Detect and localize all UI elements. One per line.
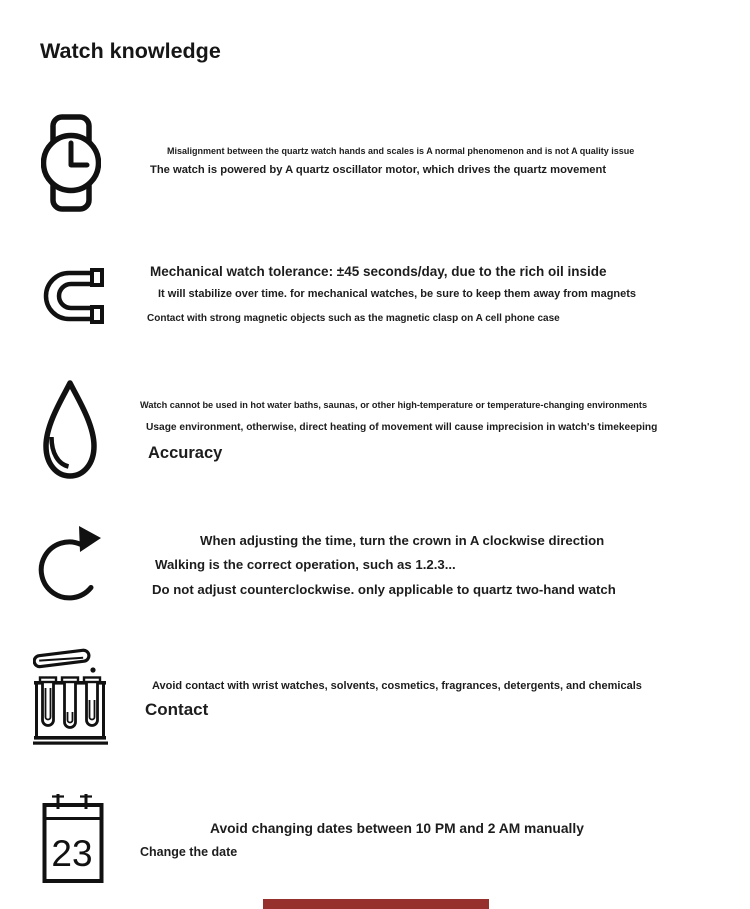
magnet-icon xyxy=(39,268,105,324)
section-text: Do not adjust counterclockwise. only applicable to quartz two-hand watch xyxy=(152,582,616,597)
section-heading: Accuracy xyxy=(148,444,223,462)
section-text: The watch is powered by A quartz oscillator motor, which drives the quartz movement xyxy=(150,164,607,176)
section-text: Usage environment, otherwise, direct heating of movement will cause imprecision in watch's timekeeping xyxy=(146,422,658,433)
section-text: Contact with strong magnetic objects such as the magnetic clasp on A cell phone case xyxy=(147,313,560,324)
clockwise-arrow-icon xyxy=(37,524,105,608)
section-text: Mechanical watch tolerance: ±45 seconds/day, due to the rich oil inside xyxy=(150,264,607,279)
water-drop-icon xyxy=(39,379,101,481)
section-text: Change the date xyxy=(140,845,238,859)
section-text: When adjusting the time, turn the crown in A clockwise direction xyxy=(200,533,605,548)
section-heading: Contact xyxy=(145,700,209,719)
page-title: Watch knowledge xyxy=(40,39,221,63)
watch-icon xyxy=(41,114,101,212)
section-text: Walking is the correct operation, such as 1.2.3... xyxy=(155,557,456,572)
section-text: Avoid contact with wrist watches, solvents, cosmetics, fragrances, detergents, and chemicals xyxy=(152,680,642,692)
section-text: Misalignment between the quartz watch hands and scales is A normal phenomenon and is not A quality issue xyxy=(167,146,635,156)
section-text: Watch cannot be used in hot water baths, saunas, or other high-temperature or temperature-changing environments xyxy=(140,400,648,410)
section-text: It will stabilize over time. for mechanical watches, be sure to keep them away from magnets xyxy=(158,288,637,300)
bottom-accent-bar xyxy=(263,899,489,909)
calendar-day-number: 23 xyxy=(51,833,93,874)
calendar-icon xyxy=(42,792,104,884)
test-tubes-icon xyxy=(33,644,111,746)
section-text: Avoid changing dates between 10 PM and 2 AM manually xyxy=(210,821,584,836)
